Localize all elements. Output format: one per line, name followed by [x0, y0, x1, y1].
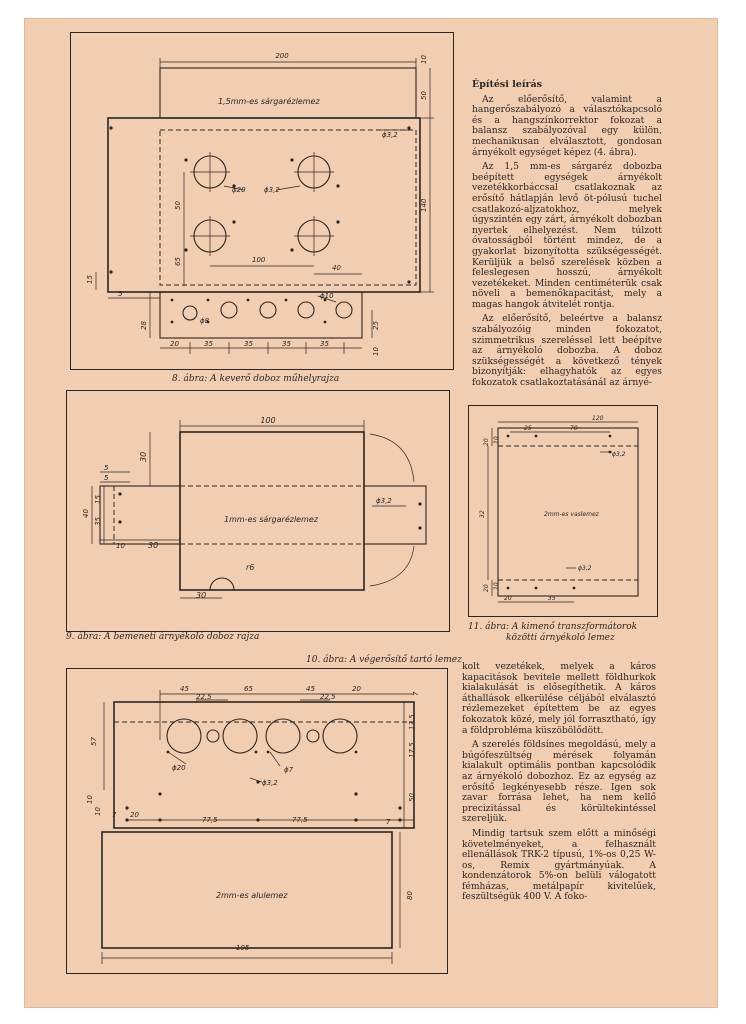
section-heading: Építési leírás	[472, 79, 542, 90]
fig10-dim-77-5b: 77,5	[292, 816, 308, 824]
fig11-caption-line-1: 11. ábra: A kimenő transzformátorok	[468, 622, 638, 632]
fig8-dim-50: 50	[420, 91, 428, 100]
fig9-radius-6: r6	[246, 563, 255, 572]
fig10-material: 2mm-es alulemez	[216, 891, 288, 900]
fig11-dim-120: 120	[592, 415, 604, 422]
paragraph: Az előerősítő, beleértve a balansz szabályozóig minden fokozatot, szimmetrikus szereléssel lett beépítve az árnyékoló dobozba. A doboz szükségességét a következő tények bizonyítják: elhagyhatók az egyes fokozatok csatlakoztatásánál az árnyé-	[472, 313, 662, 389]
fig10-dim-22-5a: 22,5	[196, 693, 212, 701]
fig10-dim-50: 50	[408, 793, 416, 802]
fig11-dim-25: 25	[524, 425, 532, 432]
fig9-dim-5b: 5	[104, 474, 109, 482]
fig10-caption: 10. ábra: A végerősítő tartó lemez	[306, 655, 462, 665]
fig8-dim-35c: 35	[282, 340, 291, 348]
fig8-dim-100: 100	[252, 256, 266, 264]
fig9-dim-40: 40	[82, 509, 90, 518]
fig8-dim-65: 65	[174, 257, 182, 266]
fig8-dim-10b: 10	[372, 347, 380, 356]
fig8-dim-20: 20	[170, 340, 179, 348]
fig9-dim-30a: 30	[139, 451, 148, 462]
fig8-hole-3-2-a: ϕ3,2	[382, 131, 398, 139]
fig10-hole-7: ϕ7	[284, 766, 294, 774]
fig10-dim-10a: 10	[86, 795, 94, 804]
fig10-hole-20: ϕ20	[172, 764, 186, 772]
fig8-material: 1,5mm-es sárgarézlemez	[218, 97, 320, 106]
fig11-dim-10a: 10	[493, 436, 500, 444]
fig11-hole-3-2-b: ϕ3,2	[578, 565, 592, 572]
fig8-dim-25: 25	[372, 321, 380, 330]
fig8-hole-20: ϕ20	[232, 186, 246, 194]
paragraph: kolt vezetékek, melyek a káros kapacitások bevitele mellett földhurkok kialakulását is elősegíthetik. A káros áthallások elkerülése céljából elválasztó rézlemezeket építettem be az egyes fokozatok közé, mely jól forrasztható, így a földprobléma küszöbölődött.	[462, 661, 656, 736]
fig11-dim-20a: 20	[483, 438, 490, 446]
fig10-dim-7a: 7	[412, 691, 420, 696]
fig11-dim-20c: 20	[504, 595, 512, 602]
fig11-dim-10b: 10	[493, 582, 500, 590]
fig10-dim-57: 57	[90, 737, 98, 746]
paragraph: A szerelés földsínes megoldású, mely a búgófeszültség mérések folyamán kialakult optimális pontban kapcsolódik az árnyékoló dobozhoz. Ez az egység az erősítő legkényesebb része. Igen sok zavar forrása lehet, ha nem kellő precizitással és körültekintéssel szereljük.	[462, 739, 656, 825]
fig10-dim-45a: 45	[180, 685, 189, 693]
fig8-dim-5: 5	[118, 290, 123, 298]
fig10-dim-45b: 45	[306, 685, 315, 693]
fig11-dim-35: 35	[548, 595, 556, 602]
fig10-dim-65: 65	[244, 685, 253, 693]
fig9-dim-35: 35	[94, 517, 102, 526]
fig8-dim-28: 28	[140, 321, 148, 330]
fig10-dim-10b: 10	[94, 807, 102, 816]
text-column-2	[462, 662, 656, 907]
fig9-dim-15: 15	[94, 495, 102, 504]
fig11-dim-32: 32	[479, 510, 486, 518]
fig8-dim-15: 15	[86, 275, 94, 284]
fig10-dim-20b: 20	[130, 811, 139, 819]
paragraph: Az előerősítő, valamint a hangerőszabályozó a választókapcsoló és a hangszínkorrektor fokozat a balansz szabályozóval egy külön, mechanikusan elválasztott, gondosan árnyékolt egységet képez (4. ábra).	[472, 93, 662, 158]
fig9-dim-30c: 30	[196, 591, 207, 600]
fig8-hole-10: ϕ10	[320, 292, 334, 300]
fig8-dim-35a: 35	[204, 340, 213, 348]
fig9-dim-30b: 30	[148, 541, 159, 550]
fig10-dim-17-5a: 17,5	[408, 714, 416, 730]
text-column-1	[472, 80, 662, 393]
fig9-caption: 9. ábra: A bemeneti árnyékoló doboz rajza	[66, 632, 260, 642]
fig11-dim-70: 70	[570, 425, 578, 432]
fig8-dim-50b: 50	[174, 201, 182, 210]
fig10-dim-7b: 7	[112, 811, 117, 819]
fig11-dim-20b: 20	[483, 584, 490, 592]
fig8-dim-35d: 35	[320, 340, 329, 348]
paragraph: Az 1,5 mm-es sárgaréz dobozba beépített egységek árnyékolt vezetékkorbáccsal csatlakoznak az erősítő hátlapján levő öt-pólusú tuchel csatlakozó-aljzatokhoz, melyek úgyszintén egy zárt, árnyékolt dobozban nyertek elhelyezést. Nem túlzott óvatosságból történt mindez, de a gyakorlat bizonyította szükségességét. Kerüljük a belső szerelések közben a feleslegesen hosszú, árnyékolt vezetékeket. Minden centiméterük csak növeli a bemenőkapacitást, mely a magas hangok átvitelét rontja.	[472, 161, 662, 310]
fig10-dim-7c: 7	[386, 818, 391, 826]
fig8-dim-140: 140	[420, 198, 428, 212]
fig8-dim-35b: 35	[244, 340, 253, 348]
paragraph: Mindig tartsuk szem előtt a minőségi követelményeket, a felhasznált ellenállások TRK-2 típusú, 1%-os 0,25 W-os, Remix gyártmányúak. A kondenzátorok 5%-on belüli válogatott fémházas, metálpapír kivitelűek, feszültségük 400 V. A foko-	[462, 827, 656, 903]
fig11-hole-3-2-a: ϕ3,2	[612, 451, 626, 458]
fig8-caption: 8. ábra: A keverő doboz műhelyrajza	[172, 374, 340, 384]
fig10-dim-20a: 20	[352, 685, 361, 693]
fig9-material: 1mm-es sárgarézlemez	[224, 515, 319, 524]
fig9-dim-5a: 5	[104, 464, 109, 472]
fig9-hole-3-2: ϕ3,2	[376, 497, 392, 505]
fig10-dim-80: 80	[406, 891, 414, 900]
fig11-material: 2mm-es vaslemez	[544, 511, 599, 518]
fig11-caption-line-2: közötti árnyékoló lemez	[506, 633, 615, 643]
fig9-dim-10: 10	[116, 542, 125, 550]
fig10-dim-77-5a: 77,5	[202, 816, 218, 824]
fig8-dim-10: 10	[420, 55, 428, 64]
fig8-dim-200: 200	[275, 52, 289, 60]
fig8-hole-8: ϕ8	[200, 317, 210, 325]
fig10-dim-17-5b: 17,5	[408, 742, 416, 758]
fig9-dim-100: 100	[260, 416, 276, 425]
fig10-dim-22-5b: 22,5	[320, 693, 336, 701]
fig10-dim-195: 195	[236, 944, 250, 952]
fig8-hole-3-2-b: ϕ3,2	[264, 186, 280, 194]
fig8-dim-40: 40	[332, 264, 341, 272]
fig10-hole-3-2: ϕ3,2	[262, 779, 278, 787]
